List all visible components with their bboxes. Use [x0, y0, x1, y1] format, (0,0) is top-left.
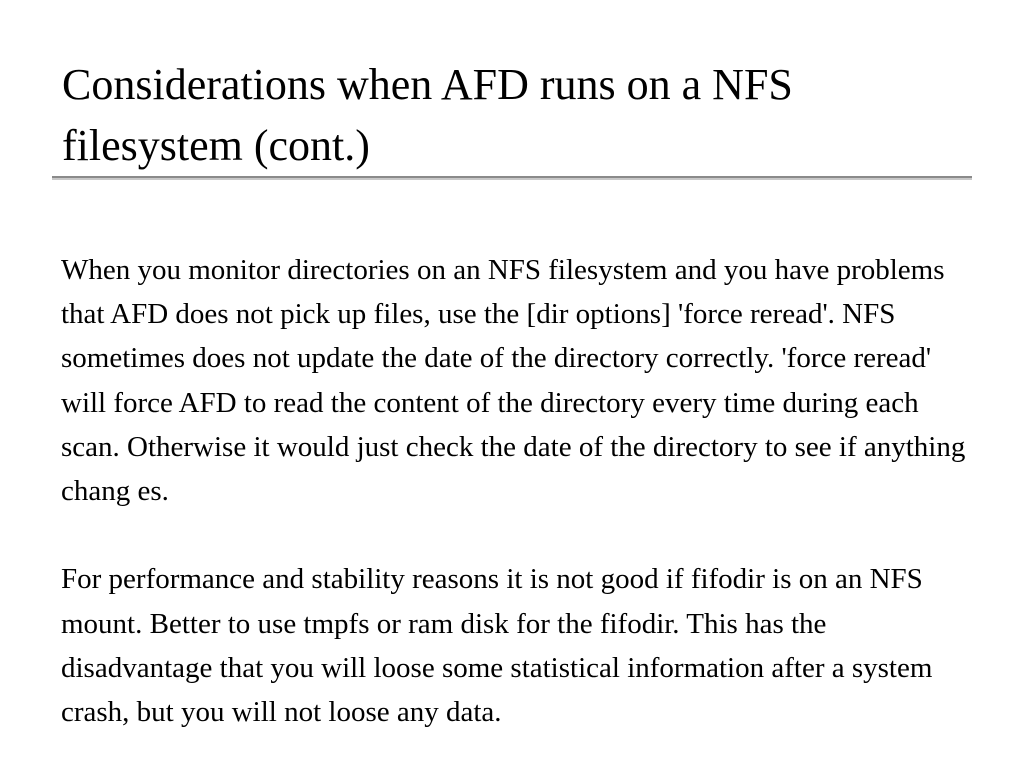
title-block — [62, 54, 962, 176]
slide-body — [61, 248, 966, 768]
paragraph-fifodir: For performance and stability reasons it is not good if fifodir is on an NFS mount. Better to use tmpfs or ram disk for the fifodir. This has the disadvantage that you will loose some statistical information after a system crash, but you will not loose any data. — [61, 563, 933, 729]
title-divider — [52, 176, 972, 180]
paragraph-force-reread: When you monitor directories on an NFS filesystem and you have problems that AFD does not pick up files, use the [dir options] 'force reread'. NFS sometimes does not update the date of the directory correctly. 'force reread' will force AFD to read the content of the directory every time during each scan. Otherwise it would just check the date of the directory to see if anything chang es. — [61, 254, 966, 508]
page-title: Considerations when AFD runs on a NFS filesystem (cont.) — [62, 60, 793, 170]
